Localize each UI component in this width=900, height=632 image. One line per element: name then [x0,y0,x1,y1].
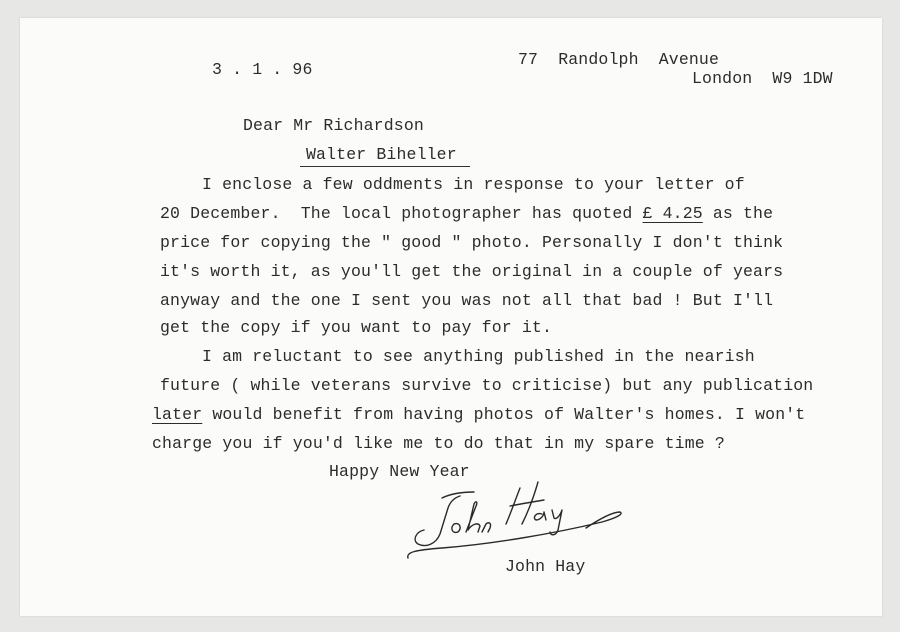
paragraph-1-line-6: get the copy if you want to pay for it. [160,318,553,337]
paragraph-1-line-4: it's worth it, as you'll get the original in a couple of years [160,262,784,281]
paragraph-1-line-3: price for copying the " good " photo. Personally I don't think [160,233,784,252]
paragraph-2-line-1: I am reluctant to see anything published in the nearish [202,347,755,366]
p1-l2-a: 20 December. The local photographer has quoted [160,204,643,223]
paragraph-1-line-2 [160,204,773,224]
paragraph-2-line-4: charge you if you'd like me to do that in my spare time ? [152,434,725,453]
address-line-1: 77 Randolph Avenue [518,50,720,69]
subject-underline [300,166,470,167]
p2-l3-b: would benefit from having photos of Walter's homes. I won't [202,405,806,424]
paragraph-1-line-1: I enclose a few oddments in response to your letter of [202,175,745,194]
subject-line: Walter Biheller [306,145,457,164]
paragraph-2-line-2: future ( while veterans survive to criticise) but any publication [160,376,814,395]
closing-line: Happy New Year [329,462,470,481]
letter-date: 3 . 1 . 96 [212,60,313,79]
price-amount: £ 4.25 [642,204,703,223]
salutation: Dear Mr Richardson [243,116,424,135]
address-line-2: London W9 1DW [692,69,833,88]
paragraph-1-line-5: anyway and the one I sent you was not all that bad ! But I'll [160,291,774,310]
signatory-name: John Hay [505,557,586,576]
p1-l2-b: as the [702,204,774,223]
word-later: later [152,405,203,424]
paragraph-2-line-3 [152,405,805,425]
